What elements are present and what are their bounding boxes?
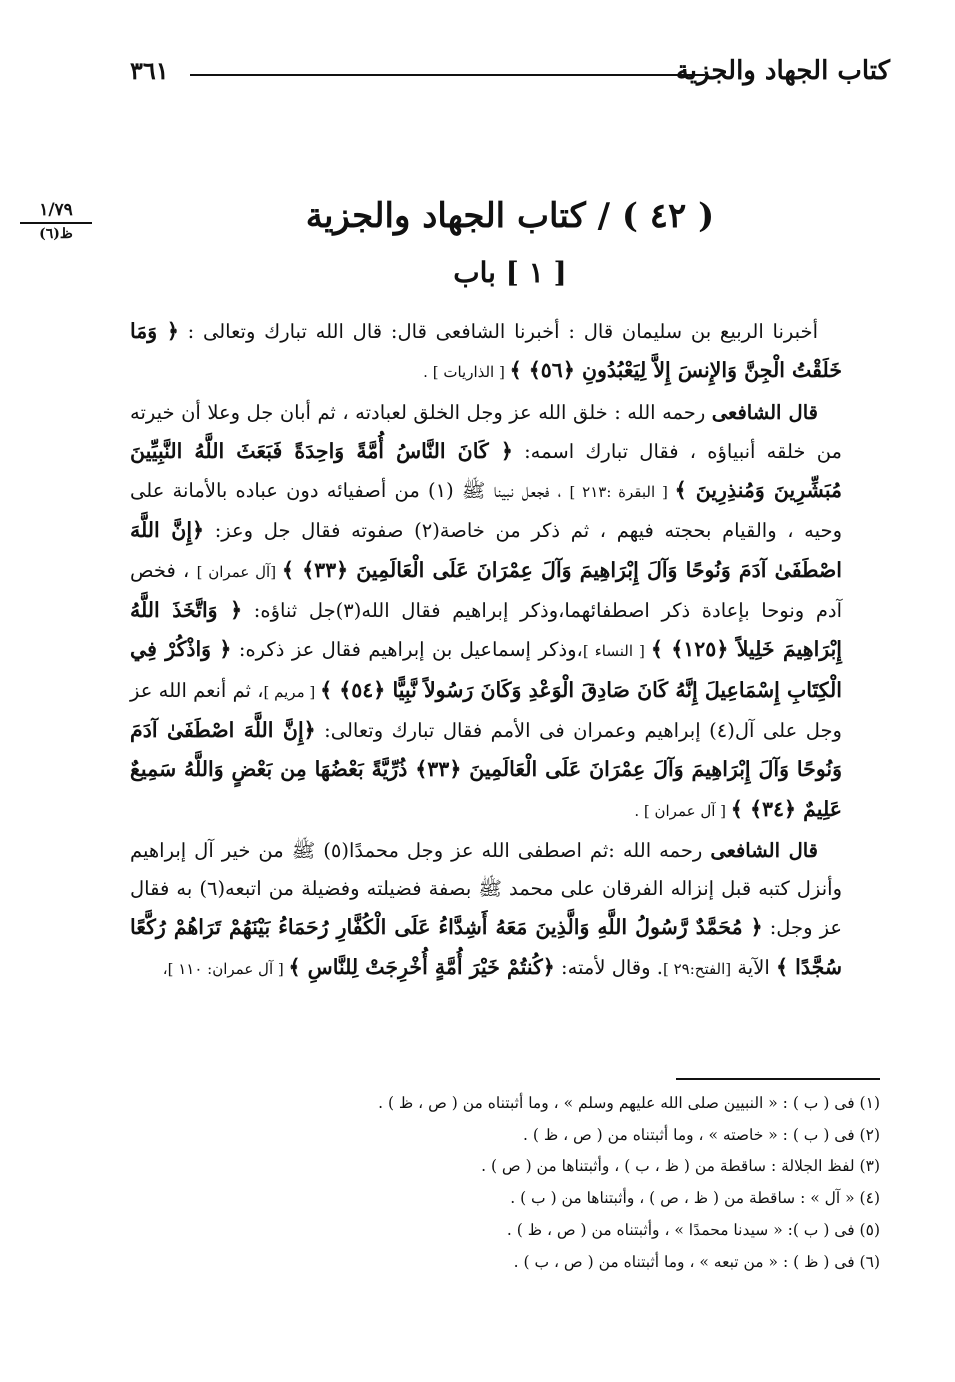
verse-reference: [ الذاريات ] . xyxy=(423,363,510,382)
verse-reference: [ آل عمران: ١١٠ ]، xyxy=(162,959,289,978)
chapter-title: [ ١ ] باب xyxy=(453,256,567,289)
quran-verse: ﴿ وَمَا خَلَقْتُ الْجِنَّ وَالإِنسَ إِلاَّ لِيَعْبُدُونِ ﴿٥٦﴾ ﴾ xyxy=(130,319,842,383)
footnote: (٣) لفظ الجلالة : ساقطة من ( ظ ، ب ) ، وأثبتناها من ( ص ) . xyxy=(481,1157,880,1176)
text-segment: ، ثم أنعم الله عز وجل على آل(٤) إبراهيم وعمران فى الأمم فقال تبارك وتعالى: xyxy=(130,678,842,742)
text-segment: رحمه الله :ثم اصطفى الله عز وجل محمدًا(٥) ﷺ من خير آل إبراهيم وأنزل كتبه قبل إنزاله الفرقان على محمد ﷺ بصفة فضيلته وفضيلة من اتبعه(٦) به فقال عز وجل: xyxy=(130,838,843,940)
text-segment: ، فجعل نبينا ﷺ (١) من أصفيائه دون عباده بالأمانة على وحيه ، والقيام بحجته فيهم ، ثم ذكر من خاصة(٢) صفوته فقال جل وعز: xyxy=(130,479,842,543)
footnote: (٢) فى ( ب ) : « خاصته » ، وما أثبتناه من ( ص ، ظ ) . xyxy=(523,1125,880,1144)
text-segment: . وقال لأمته: xyxy=(554,955,663,979)
verse-reference: [ آل عمران ] . xyxy=(634,801,731,820)
quran-verse: ﴿إِنَّ اللَّهَ اصْطَفَىٰ آدَمَ وَنُوحًا وَآلَ إِبْرَاهِيمَ وَآلَ عِمْرَانَ عَلَى الْعَالَمِينَ ﴿٣٣﴾ ﴾ xyxy=(130,518,842,582)
text-segment: ، فخص آدم ونوحا بإعادة ذكر اصطفائهما،وذكر إبراهيم فقال الله(٣)جل ثناؤه: xyxy=(130,558,842,623)
quran-verse: ﴿ مُحَمَّدٌ رَّسُولُ اللَّهِ وَالَّذِينَ مَعَهُ أَشِدَّاءُ عَلَى الْكُفَّارِ رُحَمَاءُ بَيْنَهُمْ تَرَاهُمْ رُكَّعًا سُجَّدًا ﴾ xyxy=(130,915,842,979)
footnote: (١) فى ( ب ) : « النبيين صلى الله عليهم وسلم » ، وما أثبتناه من ( ص ، ظ ) . xyxy=(378,1094,880,1112)
margin-note-manuscript: ظ(٦) xyxy=(39,226,73,242)
quran-verse: ﴿ وَاذْكُرْ فِي الْكِتَابِ إِسْمَاعِيلَ إِنَّهُ كَانَ صَادِقَ الْوَعْدِ وَكَانَ رَسُولاً نَّبِيًّا ﴿٥٤﴾ ﴾ xyxy=(130,637,842,702)
text-segment: ،وذكر إسماعيل بن إبراهيم فقال عز ذكره: xyxy=(231,638,583,662)
speaker-name: قال الشافعى xyxy=(710,838,819,862)
running-header xyxy=(130,56,890,96)
quran-verse: ﴿ كَانَ النَّاسُ أُمَّةً وَاحِدَةً فَبَعَثَ اللَّهُ النَّبِيِّينَ مُبَشِّرِينَ وَمُنذِرِينَ ﴾ xyxy=(130,438,842,503)
paragraph xyxy=(130,832,842,988)
verse-reference: [ مريم ] xyxy=(263,682,321,701)
footnotes xyxy=(160,1088,880,1278)
text-segment: رحمه الله : خلق الله عز وجل الخلق لعبادته ، ثم أبان جل وعلا أن خيرته من خلقه أنبياؤه ، فقال تبارك اسمه: xyxy=(130,400,842,463)
footnote: (٥) فى ( ب ): « سيدنا محمدًا » ، وأثبتناه من ( ص ، ظ ) . xyxy=(506,1220,880,1239)
verse-reference: [ النساء ] xyxy=(582,642,651,661)
text-segment: الآية xyxy=(731,955,776,979)
text-segment: أخبرنا الربيع بن سليمان قال : أخبرنا الشافعى قال: قال الله تبارك وتعالى : xyxy=(178,320,818,343)
footnote-rule xyxy=(676,1078,880,1080)
body-text xyxy=(130,312,842,990)
footnote: (٦) فى ( ظ ) : « من تبعه » ، وما أثبتناه من ( ص ، ب ) . xyxy=(513,1252,880,1271)
verse-reference: [الفتح:٢٩ ] xyxy=(662,959,732,978)
verse-reference: [ البقرة :٢١٣ ] xyxy=(569,483,675,502)
footnote: (٤) « آل » : ساقطة من ( ظ ، ص ) ، وأثبتناها من ( ب ) . xyxy=(510,1189,880,1208)
margin-note-folio: ١/٧٩ xyxy=(20,200,92,224)
paragraph xyxy=(130,312,842,392)
verse-reference: [آل عمران ] xyxy=(196,562,282,581)
book-title: ( ٤٢ ) / كتاب الجهاد والجزية xyxy=(305,196,715,236)
running-title: كتاب الجهاد والجزية xyxy=(675,56,890,86)
margin-note xyxy=(20,200,92,242)
quran-verse: ﴿ وَاتَّخَذَ اللَّهُ إِبْرَاهِيمَ خَلِيلاً ﴿١٢٥﴾ ﴾ xyxy=(130,598,842,662)
quran-verse: ﴿كُنتُمْ خَيْرَ أُمَّةٍ أُخْرِجَتْ لِلنَّاسِ ﴾ xyxy=(288,954,555,979)
page-number: ٣٦١ xyxy=(130,56,169,85)
header-rule xyxy=(190,74,705,76)
speaker-name: قال الشافعى xyxy=(711,400,818,424)
quran-verse: ﴿إِنَّ اللَّهَ اصْطَفَىٰ آدَمَ وَنُوحًا وَآلَ إِبْرَاهِيمَ وَآلَ عِمْرَانَ عَلَى الْعَالَمِينَ ﴿٣٣﴾ ذُرِّيَّةً بَعْضُهَا مِن بَعْضٍ وَاللَّهُ سَمِيعٌ عَلِيمٌ ﴿٣٤﴾ ﴾ xyxy=(130,717,843,821)
paragraph xyxy=(130,394,842,830)
